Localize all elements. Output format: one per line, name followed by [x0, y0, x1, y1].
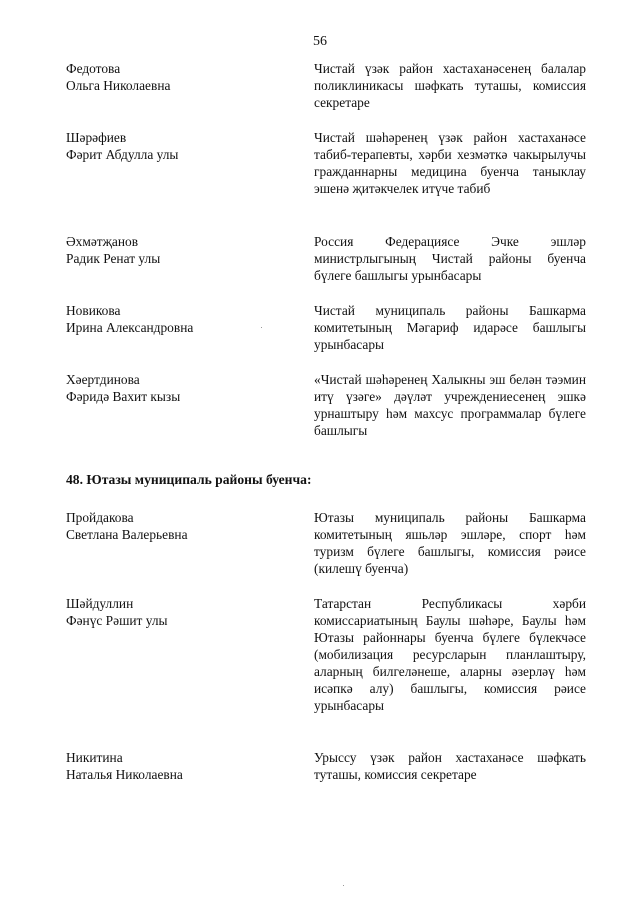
member-given-name: Наталья Николаевна — [66, 767, 183, 782]
member-name — [66, 60, 296, 94]
member-given-name: Фәрит Абдулла улы — [66, 147, 179, 162]
member-given-name: Светлана Валерьевна — [66, 527, 188, 542]
member-name — [66, 371, 296, 405]
section-heading: 48. Ютазы муниципаль районы буенча: — [66, 472, 312, 487]
member-surname: Әхмәтҗанов — [66, 234, 139, 249]
member-name — [66, 233, 296, 267]
member-surname: Никитина — [66, 750, 123, 765]
member-name — [66, 302, 296, 336]
member-given-name: Фәнүс Рәшит улы — [66, 613, 168, 628]
member-role: Чистай үзәк район хастаханәсенең балалар поликлиникасы шәфкать туташы, комиссия секретаре — [314, 61, 586, 110]
member-given-name: Ирина Александровна — [66, 320, 194, 335]
member-surname: Новикова — [66, 303, 121, 318]
member-name — [66, 509, 296, 543]
member-name — [66, 129, 296, 163]
member-given-name: Фәридә Вахит кызы — [66, 389, 181, 404]
scan-speck — [343, 885, 344, 886]
member-surname: Хәертдинова — [66, 372, 140, 387]
member-name — [66, 749, 296, 783]
member-role: Татарстан Республикасы хәрби комиссариатының Баулы шәһәре, Баулы һәм Ютазы районнары буенча бүлеге бүлекчәсе (мобилизация ресурсларын планлаштыру, аларның билгеләнеше, аларны әзерләү һәм исәпкә алу) башлыгы, комиссия рәисе урынбасары — [314, 596, 586, 713]
member-role: Чистай муниципаль районы Башкарма комитетының Мәгариф идарәсе башлыгы урынбасары — [314, 303, 586, 352]
member-role: Урыссу үзәк район хастаханәсе шәфкать туташы, комиссия секретаре — [314, 750, 586, 782]
member-surname: Шәрәфиев — [66, 130, 127, 145]
member-name — [66, 595, 296, 629]
page-number: 56 — [313, 34, 327, 49]
scan-speck — [261, 327, 262, 328]
member-role: «Чистай шәһәренең Халыкны эш белән тәэмин итү үзәге» дәүләт учреждениесенең эшкә урнаштыру һәм махсус программалар бүлеге башлыгы — [314, 372, 586, 438]
member-given-name: Радик Ренат улы — [66, 251, 161, 266]
member-surname: Шәйдуллин — [66, 596, 134, 611]
member-surname: Пройдакова — [66, 510, 134, 525]
member-role: Чистай шәһәренең үзәк район хастаханәсе табиб-терапевты, хәрби хезмәткә чакырылучы гражданнарны медицина буенча таныклау эшенә җитәкчелек итүче табиб — [314, 130, 586, 196]
member-given-name: Ольга Николаевна — [66, 78, 171, 93]
member-role: Ютазы муниципаль районы Башкарма комитетының яшьләр эшләре, спорт һәм туризм бүлеге башлыгы, комиссия рәисе (килешү буенча) — [314, 510, 586, 576]
member-role: Россия Федерациясе Эчке эшләр министрлыгының Чистай районы буенча бүлеге башлыгы урынбасары — [314, 234, 586, 283]
member-surname: Федотова — [66, 61, 121, 76]
